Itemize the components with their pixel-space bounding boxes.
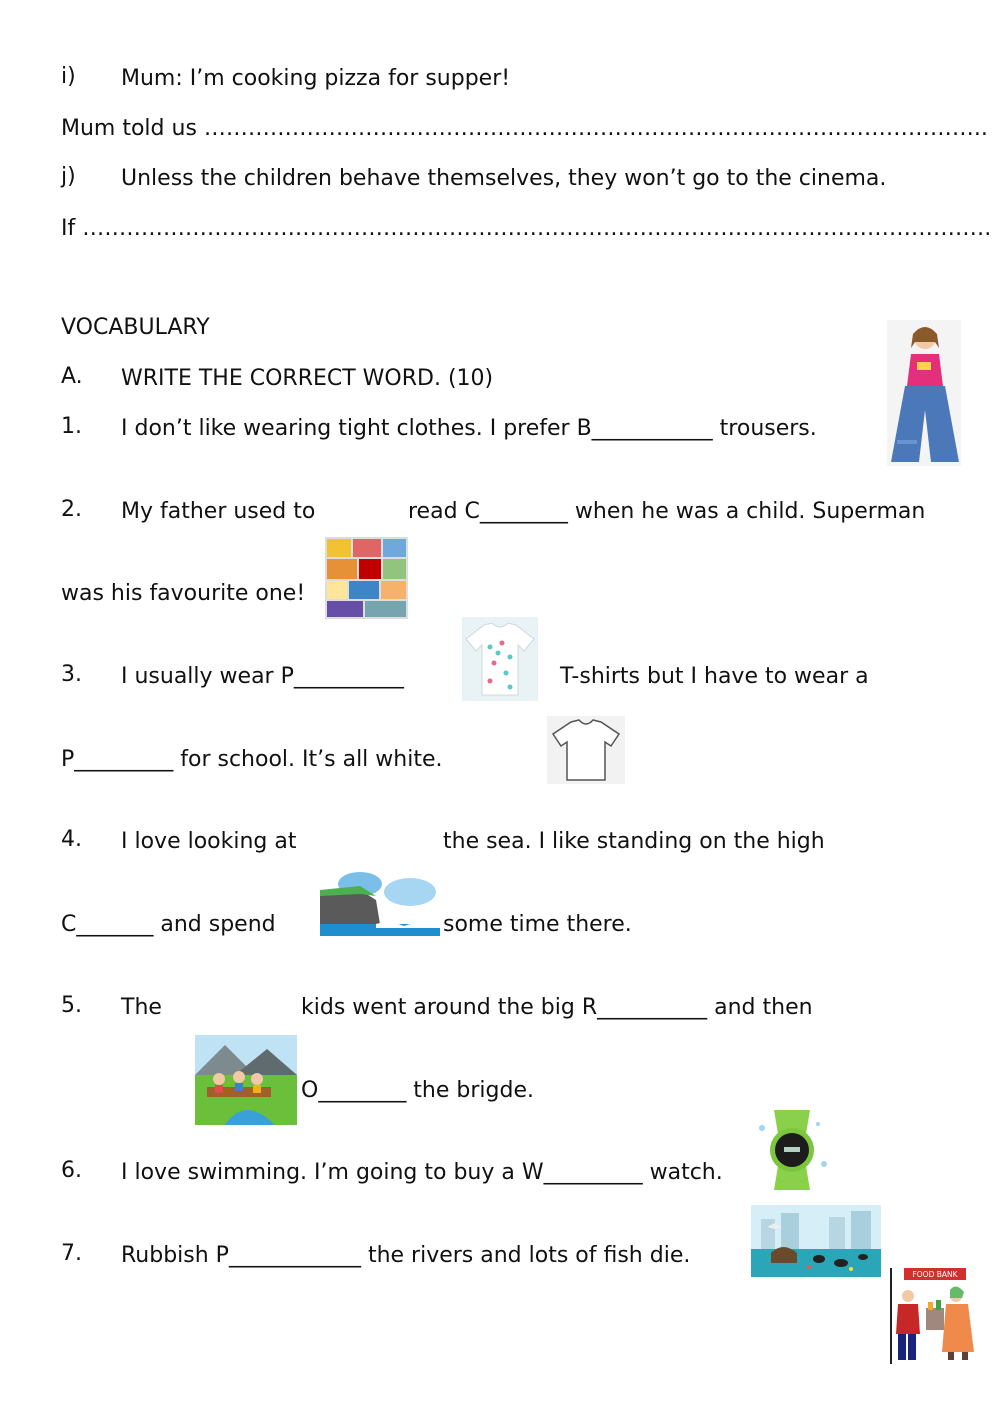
item-j-number: j): [61, 164, 76, 189]
vocab-item-2-text-c: was his favourite one!: [61, 581, 306, 606]
vocab-item-4-text-a: I love looking at: [121, 829, 297, 854]
vocab-item-3-text-b: T-shirts but I have to wear a: [560, 664, 869, 689]
vocab-item-4-text-b: the sea. I like standing on the high: [443, 829, 825, 854]
vocab-item-5-text-c: O________ the brigde.: [301, 1078, 534, 1103]
food-bank-image: [890, 1268, 982, 1364]
vocab-item-5-text-a: The: [121, 995, 162, 1020]
vocab-item-1-sentence: I don’t like wearing tight clothes. I prefer B___________ trousers.: [121, 416, 817, 441]
vocab-item-5-number: 5.: [61, 993, 82, 1018]
vocab-item-6-number: 6.: [61, 1158, 82, 1183]
vocab-item-7-number: 7.: [61, 1241, 82, 1266]
food-bank-sign-label: FOOD BANK: [912, 1270, 958, 1279]
item-j-sentence: Unless the children behave themselves, they won’t go to the cinema.: [121, 166, 887, 191]
vocabulary-heading: VOCABULARY: [61, 315, 210, 340]
section-a-title: WRITE THE CORRECT WORD. (10): [121, 366, 494, 391]
cliffs-image: [320, 866, 440, 936]
polluted-river-image: [751, 1205, 881, 1277]
vocab-item-5-text-b: kids went around the big R__________ and then: [301, 995, 813, 1020]
item-j-answer-line: If …………………………………………………………………………………………………………….: [61, 216, 992, 241]
vocab-item-3-text-a: I usually wear P__________: [121, 664, 404, 689]
vocab-item-6-sentence: I love swimming. I’m going to buy a W_________ watch.: [121, 1160, 723, 1185]
vocab-item-2-text-a: My father used to: [121, 499, 316, 524]
comics-image: [325, 537, 408, 619]
vocab-item-2-text-b: read C________ when he was a child. Superman: [408, 499, 926, 524]
vocab-item-4-text-c: C_______ and spend: [61, 912, 276, 937]
vocab-item-7-sentence: Rubbish P____________ the rivers and lots of fish die.: [121, 1243, 691, 1268]
baggy-trousers-girl-image: [887, 320, 961, 466]
waterproof-watch-image: [748, 1104, 836, 1194]
item-i-answer-line: Mum told us ……………………………………………………………………………………………..: [61, 116, 988, 141]
kids-bridge-image: [195, 1035, 297, 1125]
section-a-number: A.: [61, 364, 83, 389]
item-i-number: i): [61, 64, 76, 89]
plain-white-tshirt-image: [547, 716, 625, 784]
vocab-item-2-number: 2.: [61, 497, 82, 522]
vocab-item-3-text-c: P_________ for school. It’s all white.: [61, 747, 443, 772]
item-i-sentence: Mum: I’m cooking pizza for supper!: [121, 66, 511, 91]
patterned-tshirt-image: [462, 617, 538, 701]
vocab-item-1-number: 1.: [61, 414, 82, 439]
vocab-item-4-text-d: some time there.: [443, 912, 632, 937]
vocab-item-4-number: 4.: [61, 827, 82, 852]
vocab-item-3-number: 3.: [61, 662, 82, 687]
